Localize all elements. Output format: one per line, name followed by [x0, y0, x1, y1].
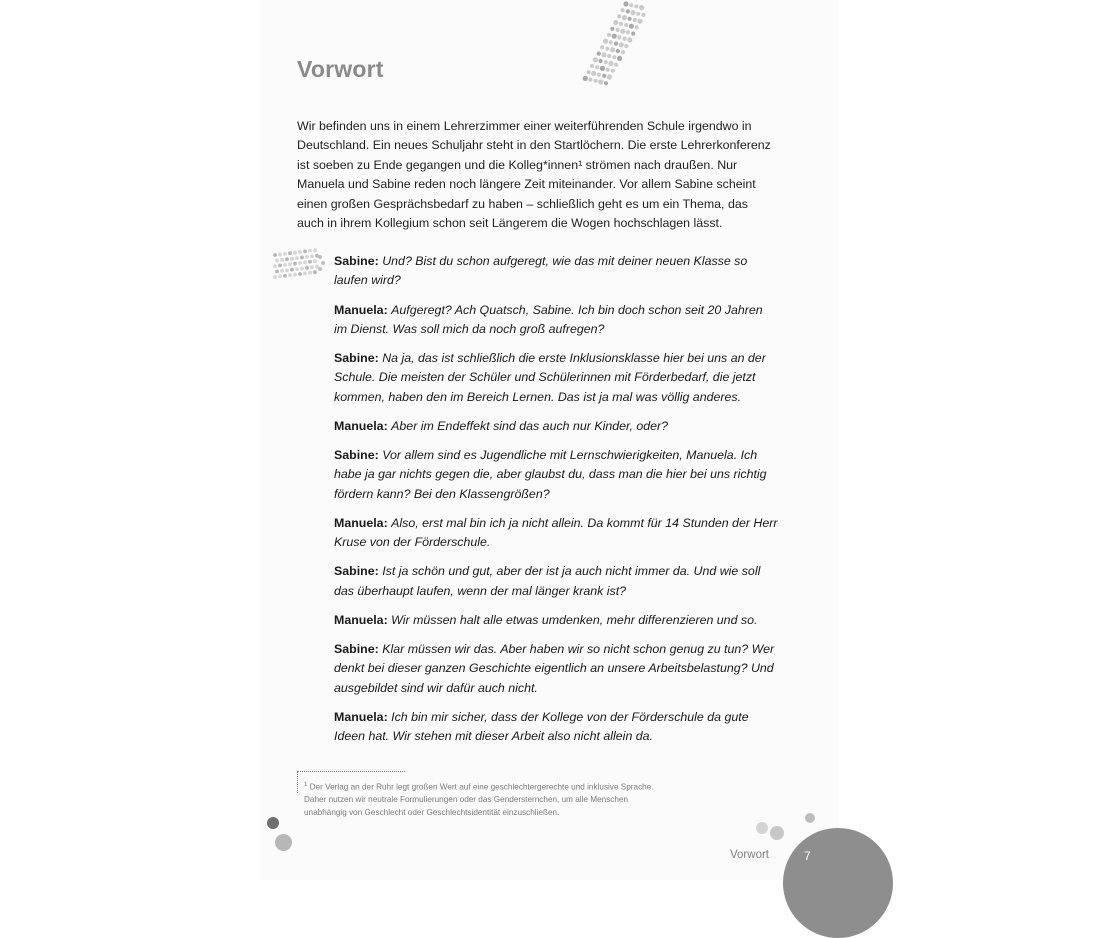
footnote: [304, 779, 664, 819]
dialogue-line: [334, 514, 779, 553]
speaker-name: Manuela:: [334, 612, 388, 627]
footnote-marker: 1: [304, 782, 308, 788]
running-head: Vorwort: [730, 849, 769, 861]
dialogue-line: [334, 301, 779, 340]
speaker-name: Sabine:: [334, 351, 379, 365]
speaker-name: Manuela:: [334, 302, 388, 317]
speech-text: Also, erst mal bin ich ja nicht allein. Da kommt für 14 Stunden der Herr Kruse von der Förderschule.: [334, 515, 778, 550]
intro-paragraph: Wir befinden uns in einem Lehrerzimmer einer weiterführenden Schule irgendwo in Deutschland. Ein neues Schuljahr steht in den Startlöchern. Die erste Lehrerkonferenz ist soeben zu Ende gegangen und die Kolleg*innen¹ strömen nach draußen. Nur Manuela und Sabine reden noch längere Zeit miteinander. Vor allem Sabine scheint einen großen Gesprächsbedarf zu haben – schließlich geht es um ein Thema, das auch in ihrem Kollegium schon seit Längerem die Wogen hochschlagen lässt.: [297, 119, 771, 231]
dialogue-line: [334, 640, 779, 698]
footnote-text: Der Verlag an der Ruhr legt großen Wert auf eine geschlechtergerechte und inklusive Sprache. Daher nutzen wir neutrale Formulierungen oder das Gendersternchen, um alle Menschen unabhängig von Geschlecht oder Geschlechtsidentität einzuschließen.: [304, 782, 654, 817]
speech-text: Na ja, das ist schließlich die erste Inklusionsklasse hier bei uns an der Schule. Die meisten der Schüler und Schülerinnen mit Förderbedarf, die jetzt kommen, haben den im Bereich Lernen. Das ist ja mal was völlig anderes.: [334, 351, 766, 404]
speech-text: Ich bin mir sicher, dass der Kollege von der Förderschule da gute Ideen hat. Wir stehen mit dieser Arbeit also nicht allein da.: [334, 709, 749, 744]
footnote-rule: [297, 771, 405, 772]
decorative-dot: [756, 822, 768, 834]
decorative-dot: [267, 817, 279, 829]
speech-text: Und? Bist du schon aufgeregt, wie das mit deiner neuen Klasse so laufen wird?: [334, 254, 748, 288]
page-title: Vorwort: [297, 56, 384, 82]
speech-text: Wir müssen halt alle etwas umdenken, mehr differenzieren und so.: [391, 612, 758, 627]
dialogue-line: [334, 417, 779, 436]
speech-text: Klar müssen wir das. Aber haben wir so nicht schon genug zu tun? Wer denkt bei dieser ganzen Geschichte eigentlich an unsere Arbeitsbelastung? Und ausgebildet sind wir dafür auch nicht.: [334, 642, 775, 695]
dotted-pattern-decoration: [570, 0, 650, 95]
dialogue: [334, 252, 779, 756]
speech-text: Ist ja schön und gut, aber der ist ja auch nicht immer da. Und wie soll das überhaupt laufen, wenn der mal länger krank ist?: [334, 564, 761, 598]
speaker-name: Manuela:: [334, 418, 388, 433]
speaker-name: Sabine:: [334, 254, 379, 268]
speech-text: Aber im Endeffekt sind das auch nur Kinder, oder?: [391, 418, 669, 433]
dialogue-line: [334, 611, 779, 630]
speaker-name: Sabine:: [334, 564, 379, 579]
dialogue-line: [334, 349, 779, 407]
speaker-name: Sabine:: [334, 642, 379, 656]
decorative-dot: [805, 813, 815, 823]
footnote-bracket: [297, 771, 298, 793]
decorative-dot: [275, 834, 292, 851]
dotted-arrow-decoration: [270, 246, 328, 286]
decorative-dot: [770, 826, 784, 840]
speaker-name: Manuela:: [334, 709, 388, 724]
dialogue-line: [334, 562, 779, 601]
dialogue-line: [334, 252, 779, 291]
speaker-name: Manuela:: [334, 515, 388, 530]
dialogue-line: [334, 708, 779, 747]
dialogue-line: [334, 446, 779, 504]
page-number: 7: [804, 849, 811, 863]
page-number-circle: [783, 828, 893, 938]
speech-text: Aufgeregt? Ach Quatsch, Sabine. Ich bin doch schon seit 20 Jahren im Dienst. Was soll mich da noch groß aufregen?: [334, 302, 763, 336]
speaker-name: Sabine:: [334, 448, 379, 462]
speech-text: Vor allem sind es Jugendliche mit Lernschwierigkeiten, Manuela. Ich habe ja gar nichts gegen die, aber glaubst du, dass man die hier bei uns richtig fördern kann? Bei den Klassengrößen?: [334, 448, 767, 501]
